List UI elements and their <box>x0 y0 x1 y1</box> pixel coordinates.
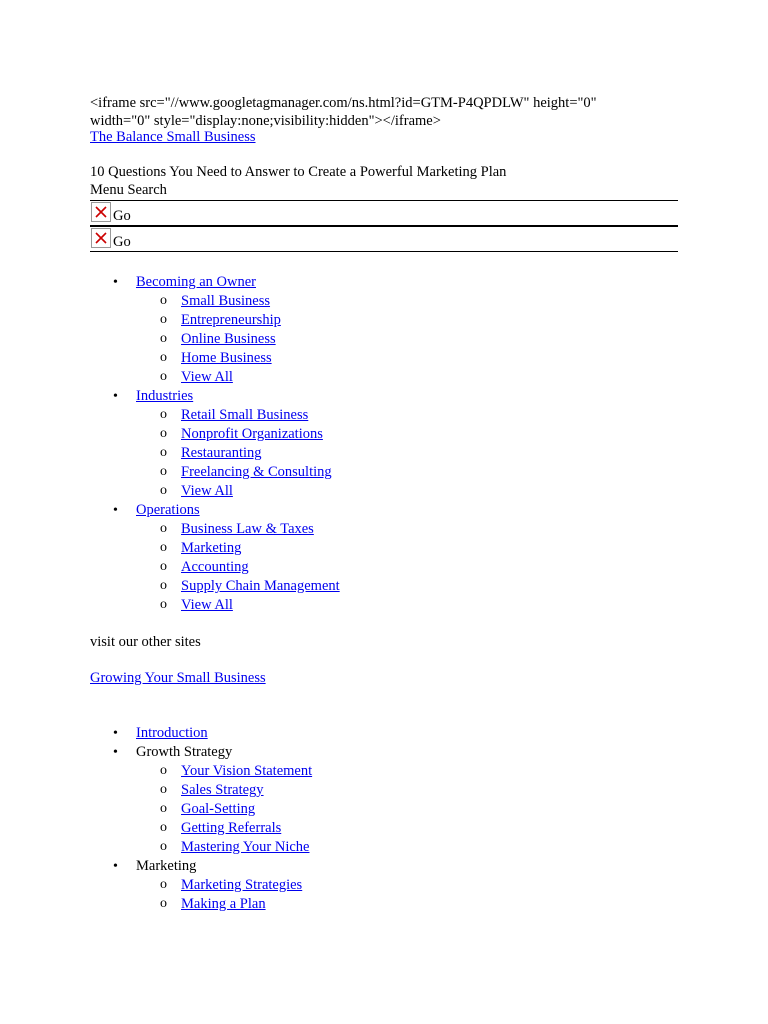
toc-link[interactable]: Goal-Setting <box>181 801 256 817</box>
broken-image-icon[interactable] <box>91 228 111 248</box>
broken-image-icon[interactable] <box>91 202 111 222</box>
circle-bullet-icon: o <box>160 445 167 460</box>
circle-bullet-icon: o <box>160 369 167 384</box>
list-item <box>160 558 340 577</box>
bullet-icon: • <box>113 859 118 874</box>
circle-bullet-icon: o <box>160 464 167 479</box>
list-item <box>160 425 340 444</box>
toc-link[interactable]: Your Vision Statement <box>181 763 313 779</box>
nav-link[interactable]: View All <box>181 597 233 613</box>
nav-link[interactable]: Small Business <box>181 293 271 309</box>
sub-list <box>136 876 312 914</box>
toc-link[interactable]: Making a Plan <box>181 896 266 912</box>
circle-bullet-icon: o <box>160 896 167 911</box>
nav-link-industries[interactable]: Industries <box>136 388 194 404</box>
list-item <box>160 781 312 800</box>
circle-bullet-icon: o <box>160 839 167 854</box>
nav-link[interactable]: Retail Small Business <box>181 407 309 423</box>
circle-bullet-icon: o <box>160 407 167 422</box>
list-item <box>160 520 340 539</box>
nav-item-operations <box>113 501 340 615</box>
nav-link[interactable]: Business Law & Taxes <box>181 521 314 537</box>
sub-list <box>136 406 340 501</box>
nav-link[interactable]: Freelancing & Consulting <box>181 464 332 480</box>
list-item <box>160 463 340 482</box>
list-item <box>160 800 312 819</box>
circle-bullet-icon: o <box>160 293 167 308</box>
toc-link[interactable]: Sales Strategy <box>181 782 264 798</box>
circle-bullet-icon: o <box>160 820 167 835</box>
list-item <box>160 482 340 501</box>
nav-link[interactable]: Accounting <box>181 559 249 575</box>
circle-bullet-icon: o <box>160 350 167 365</box>
circle-bullet-icon: o <box>160 521 167 536</box>
nav-item-becoming-an-owner <box>113 273 340 387</box>
circle-bullet-icon: o <box>160 763 167 778</box>
other-sites-text: visit our other sites <box>90 634 201 650</box>
bullet-icon: • <box>113 389 118 404</box>
list-item <box>160 895 312 914</box>
circle-bullet-icon: o <box>160 782 167 797</box>
nav-link[interactable]: View All <box>181 483 233 499</box>
list-item <box>160 596 340 615</box>
list-item <box>160 838 312 857</box>
nav-link[interactable]: Marketing <box>181 540 242 556</box>
toc-link[interactable]: Getting Referrals <box>181 820 282 836</box>
nav-item-industries <box>113 387 340 501</box>
page-headline: 10 Questions You Need to Answer to Create a Powerful Marketing Plan <box>90 164 507 180</box>
go-button[interactable]: Go <box>113 208 131 224</box>
search-row <box>90 200 678 226</box>
bullet-icon: • <box>113 275 118 290</box>
list-item <box>160 349 340 368</box>
circle-bullet-icon: o <box>160 312 167 327</box>
toc-heading-marketing: Marketing <box>136 858 197 874</box>
circle-bullet-icon: o <box>160 578 167 593</box>
circle-bullet-icon: o <box>160 483 167 498</box>
nav-link[interactable]: Online Business <box>181 331 276 347</box>
nav-link-operations[interactable]: Operations <box>136 502 200 518</box>
bullet-icon: • <box>113 726 118 741</box>
go-button[interactable]: Go <box>113 234 131 250</box>
list-item <box>160 762 313 781</box>
nav-link[interactable]: View All <box>181 369 233 385</box>
list-item <box>160 292 340 311</box>
bullet-icon: • <box>113 503 118 518</box>
toc-heading-growth-strategy: Growth Strategy <box>136 744 233 760</box>
sub-list <box>136 292 340 387</box>
circle-bullet-icon: o <box>160 331 167 346</box>
toc-item-growth-strategy <box>113 743 313 857</box>
list-item <box>160 577 340 596</box>
list-item <box>160 406 340 425</box>
table-of-contents <box>113 724 313 914</box>
toc-link[interactable]: Mastering Your Niche <box>181 839 310 855</box>
nav-link[interactable]: Entrepreneurship <box>181 312 281 328</box>
sub-list <box>136 762 312 857</box>
list-item <box>160 876 312 895</box>
circle-bullet-icon: o <box>160 877 167 892</box>
toc-item-introduction <box>113 724 312 743</box>
bullet-icon: • <box>113 745 118 760</box>
circle-bullet-icon: o <box>160 426 167 441</box>
nav-link[interactable]: Restauranting <box>181 445 262 461</box>
menu-search-text[interactable]: Menu Search <box>90 182 167 198</box>
list-item <box>160 539 340 558</box>
list-item <box>160 330 340 349</box>
circle-bullet-icon: o <box>160 801 167 816</box>
circle-bullet-icon: o <box>160 540 167 555</box>
list-item <box>160 368 340 387</box>
iframe-noscript-text: <iframe src="//www.googletagmanager.com/ns.html?id=GTM-P4QPDLW" height="0" width="0" style="display:none;visibility:hidden"></iframe> <box>90 95 597 129</box>
toc-link[interactable]: Marketing Strategies <box>181 877 303 893</box>
nav-link[interactable]: Nonprofit Organizations <box>181 426 323 442</box>
growing-small-business-link[interactable]: Growing Your Small Business <box>90 670 266 686</box>
toc-item-marketing <box>113 857 312 914</box>
sub-list <box>136 520 340 615</box>
circle-bullet-icon: o <box>160 559 167 574</box>
nav-link[interactable]: Home Business <box>181 350 272 366</box>
list-item <box>160 311 340 330</box>
circle-bullet-icon: o <box>160 597 167 612</box>
toc-link-introduction[interactable]: Introduction <box>136 725 208 741</box>
nav-link-becoming-an-owner[interactable]: Becoming an Owner <box>136 274 256 290</box>
main-nav <box>113 273 340 615</box>
list-item <box>160 819 312 838</box>
list-item <box>160 444 340 463</box>
brand-link[interactable]: The Balance Small Business <box>90 129 256 145</box>
search-row <box>90 226 678 252</box>
nav-link[interactable]: Supply Chain Management <box>181 578 340 594</box>
